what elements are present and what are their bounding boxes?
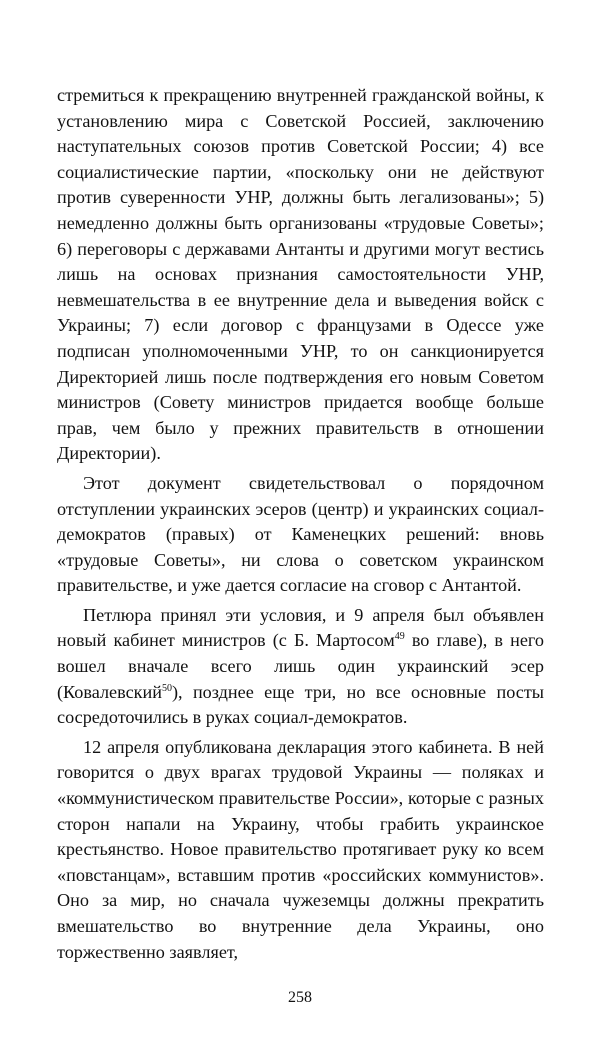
paragraph-3-text-part-2: во главе), в него вошел вначале всего лишь один украинский эсер (Ковалевский [57,630,544,702]
paragraph-4: 12 апреля опубликована декларация этого кабинета. В ней говорится о двух врагах трудовой Украины — поляках и «коммунистическом правительстве России», которые с разных сторон напали на Украину, чтобы грабить украинское крестьянство. Новое правительство протягивает руку ко всем «повстанцам», вставшим против «российских коммунистов». Оно за мир, но сначала чужеземцы должны прекратить вмешательство во внутренние дела Украины, оно торжественно заявляет, [57,736,544,962]
paragraph-2: Этот документ свидетельствовал о порядочном отступлении украинских эсеров (центр) и украинских социал-демократов (правых) от Каменецких решений: вновь «трудовые Советы», ни слова о советском украинском правительстве, и уже дается согласие на сговор с Антантой. [57,472,544,596]
paragraph-3-text-part-3: ), позднее еще три, но все основные посты сосредоточились в руках социал-демократов. [57,681,544,728]
page-number: 258 [288,989,312,1006]
paragraph-1: стремиться к прекращению внутренней гражданской войны, к установлению мира с Советской Россией, заключению наступательных союзов против Советской России; 4) все социалистические партии, «поскольку они не действуют против суверенности УНР, должны быть легализованы»; 5) немедленно должны быть организованы «трудовые Советы»; 6) переговоры с державами Антанты и другими могут вестись лишь на основах признания самостоятельности УНР, невмешательства в ее внутренние дела и выведения войск с Украины; 7) если договор с французами в Одессе уже подписан уполномоченными УНР, то он санкционируется Директорией лишь после подтверждения его новым Советом министров (Совету министров придается вообще больше прав, чем было у прежних правительств в отношении Директории). [57,85,544,464]
footnote-ref-50: 50 [161,682,172,694]
page-body-text [57,83,544,965]
paragraph-3 [57,603,544,731]
footnote-ref-49: 49 [394,631,405,643]
paragraph-3-text-part-1: Петлюра принял эти условия, и 9 апреля был объявлен новый кабинет министров (с Б. Мартосом [57,604,544,651]
